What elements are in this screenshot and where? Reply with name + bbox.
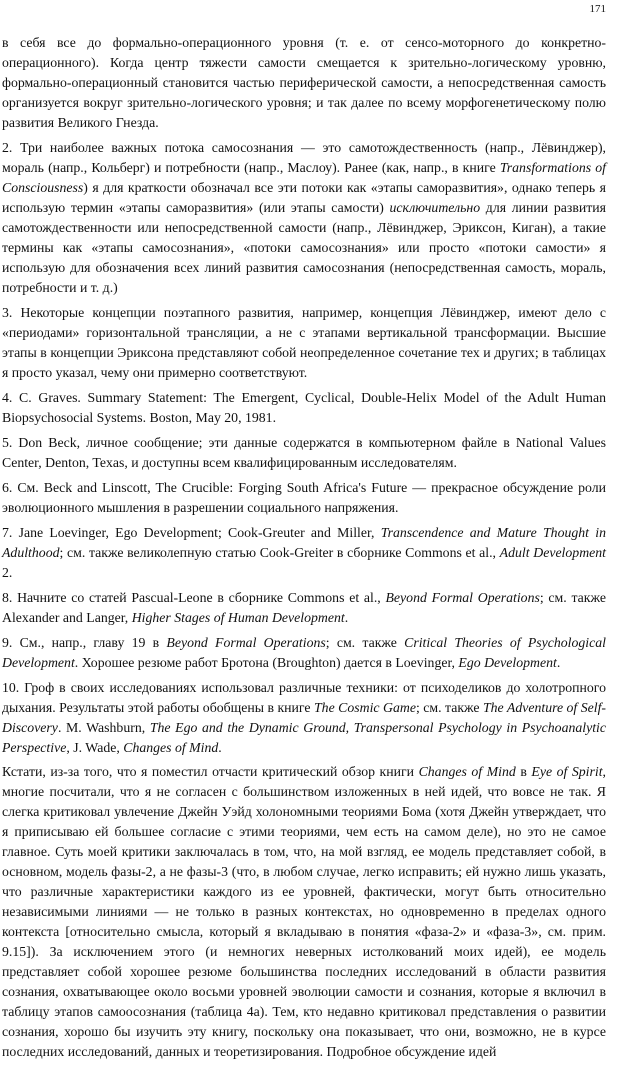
- book-title: Adult Development: [499, 545, 607, 560]
- text-span: 6. См. Beck and Linscott, The Crucible: Forging South Africa's Future — прекрасное обсуждение роли эволюционного мышления в разрешении социального напряжения.: [2, 480, 606, 515]
- text-span: . Хорошее резюме работ Бротона (Broughton) дается в Loevinger,: [74, 655, 459, 670]
- text-span: ) я для краткости обозначал все эти потоки как «этапы саморазвития», однако теперь я использую термин «этапы саморазвития» (или этапы самости): [2, 180, 606, 215]
- endnote-2: [2, 138, 606, 298]
- text-span: в: [515, 764, 532, 779]
- book-title: The Cosmic Game: [314, 700, 416, 715]
- book-title: The Adventure of Self-Discovery: [2, 700, 607, 735]
- text-span: 9. См., напр., главу 19 в: [2, 635, 167, 650]
- book-title: Eye of Spirit: [531, 764, 603, 779]
- text-span: .: [344, 610, 349, 625]
- text-span: ; см. также Alexander and Langer,: [2, 590, 606, 625]
- text-span: 7. Jane Loevinger, Ego Development; Cook-Greuter and Miller,: [2, 525, 381, 540]
- text-span: ; см. также: [415, 700, 483, 715]
- text-span: 10. Гроф в своих исследованиях использовал различные техники: от психоделиков до холотропного дыхания. Результаты этой работы обобщены в книге: [2, 680, 606, 715]
- emphasis: исключительно: [389, 200, 481, 215]
- book-title: The Ego and the Dynamic Ground, Transpersonal Psychology in Psychoanalytic Perspective: [2, 720, 607, 755]
- endnote-5: [2, 433, 606, 473]
- text-span: 2. Три наиболее важных потока самосознания — это самотождественность (напр., Лёвинджер), мораль (напр., Кольберг) и потребности (напр., Маслоу). Ранее (как, напр., в книге: [2, 140, 606, 175]
- paragraph-carryover: [2, 33, 606, 133]
- book-title: Changes of Mind: [123, 740, 219, 755]
- book-title: Transformations of Consciousness: [2, 160, 606, 195]
- page-body: [2, 33, 606, 1067]
- book-title: Ego Development: [458, 655, 557, 670]
- book-title: Transcendence and Mature Thought in Adulthood: [2, 525, 606, 560]
- text-span: .: [556, 655, 561, 670]
- text-span: для линии развития самотождественности или непосредственной самости (напр., Лёвинджер, Эриксон, Киган), а такие термины как «этапы самосознания», «потоки самосознания» или просто «потоки самости» я использую для обозначения всех линий развития самосознания (непосредственная самость, мораль, потребности и т. д.): [2, 200, 606, 295]
- endnote-10: [2, 678, 606, 758]
- text-span: 8. Начните со статей Pascual-Leone в сборнике Commons et al.,: [2, 590, 386, 605]
- text-span: ; см. также великолепную статью Cook-Greiter в сборнике Commons et al.,: [59, 545, 500, 560]
- endnote-4: [2, 388, 606, 428]
- text-span: Кстати, из-за того, что я поместил отчасти критический обзор книги: [2, 764, 419, 779]
- text-span: , J. Wade,: [66, 740, 124, 755]
- endnote-8: [2, 588, 606, 628]
- text-span: 3. Некоторые концепции поэтапного развития, например, концепция Лёвинджер, имеют дело с «периодами» горизонтальной трансляции, а не с этапами вертикальной трансформации. Высшие этапы в концепции Эриксона представляют собой неопределенное сочетание тех и других; в таблицах я просто указал, чему они примерно соответствуют.: [2, 305, 606, 380]
- book-title: Beyond Formal Operations: [385, 590, 540, 605]
- book-title: Critical Theories of Psychological Development: [2, 635, 606, 670]
- book-title: Higher Stages of Human Development: [131, 610, 345, 625]
- text-span: в себя все до формально-операционного уровня (т. е. от сенсо-моторного до конкретно-операционного). Когда центр тяжести самости смещается к зрительно-логическому уровню, формально-операционный становится частью периферической самости, а непосредственная самость организуется вокруг зрительно-логического уровня; и так далее по всему морфогенетическому полю развития Великого Гнезда.: [2, 35, 606, 130]
- endnote-9: [2, 633, 606, 673]
- endnote-7: [2, 523, 606, 583]
- text-span: ; см. также: [325, 635, 405, 650]
- text-span: 4. C. Graves. Summary Statement: The Emergent, Cyclical, Double-Helix Model of the Adult Human Biopsychosocial Systems. Boston, May 20, 1981.: [2, 390, 606, 425]
- page-number: 171: [589, 3, 606, 15]
- text-span: 5. Don Beck, личное сообщение; эти данные содержатся в компьютерном файле в National Values Center, Denton, Texas, и доступны всем квалифицированным исследователям.: [2, 435, 606, 470]
- book-title: Beyond Formal Operations: [166, 635, 326, 650]
- book-title: Changes of Mind: [418, 764, 516, 779]
- endnote-6: [2, 478, 606, 518]
- endnote-3: [2, 303, 606, 383]
- paragraph-kstati: [2, 762, 606, 1062]
- text-span: . M. Washburn,: [57, 720, 150, 735]
- text-span: .: [218, 740, 222, 755]
- text-span: 2.: [2, 565, 13, 580]
- text-span: , многие посчитали, что я не согласен с большинством изложенных в ней идей, что вовсе не так. Я слегка критиковал увлечение Джейн Уэйд холономными теориями Бома (хотя Джейн утверждает, что я приписываю ей большее согласие с этими теориями, чем есть на самом деле), но это не самое главное. Суть моей критики заключалась в том, что, на мой взгляд, ее модель представляет собой, в основном, модель фазы-2, а не фазы-3 (что, в любом случае, легко исправить; ей нужно лишь указать, что различные характеристики каждого из ее уровней, фактически, могут быть относительно независимыми линиями — не только в разных контекстах, но одновременно в пределах одного контекста [относительно смысла, который я вкладываю в понятия «фаза-2» и «фаза-3», см. прим. 9.15]). За исключением этого (и немногих неверных истолкований моих идей), ее модель представляет собой хорошее резюме большинства последних исследований в области развития сознания, охватывающее около восьми уровней эволюции самости и сознания, которые я включил в таблицу этапов самоосознания (таблица 4а). Тем, кто недавно критиковал представления о развитии сознания, хорошо бы изучить эту книгу, поскольку она показывает, что они, возможно, не в курсе последних исследований, данных и теоретизирования. Подробное обсуждение идей: [2, 764, 606, 1059]
